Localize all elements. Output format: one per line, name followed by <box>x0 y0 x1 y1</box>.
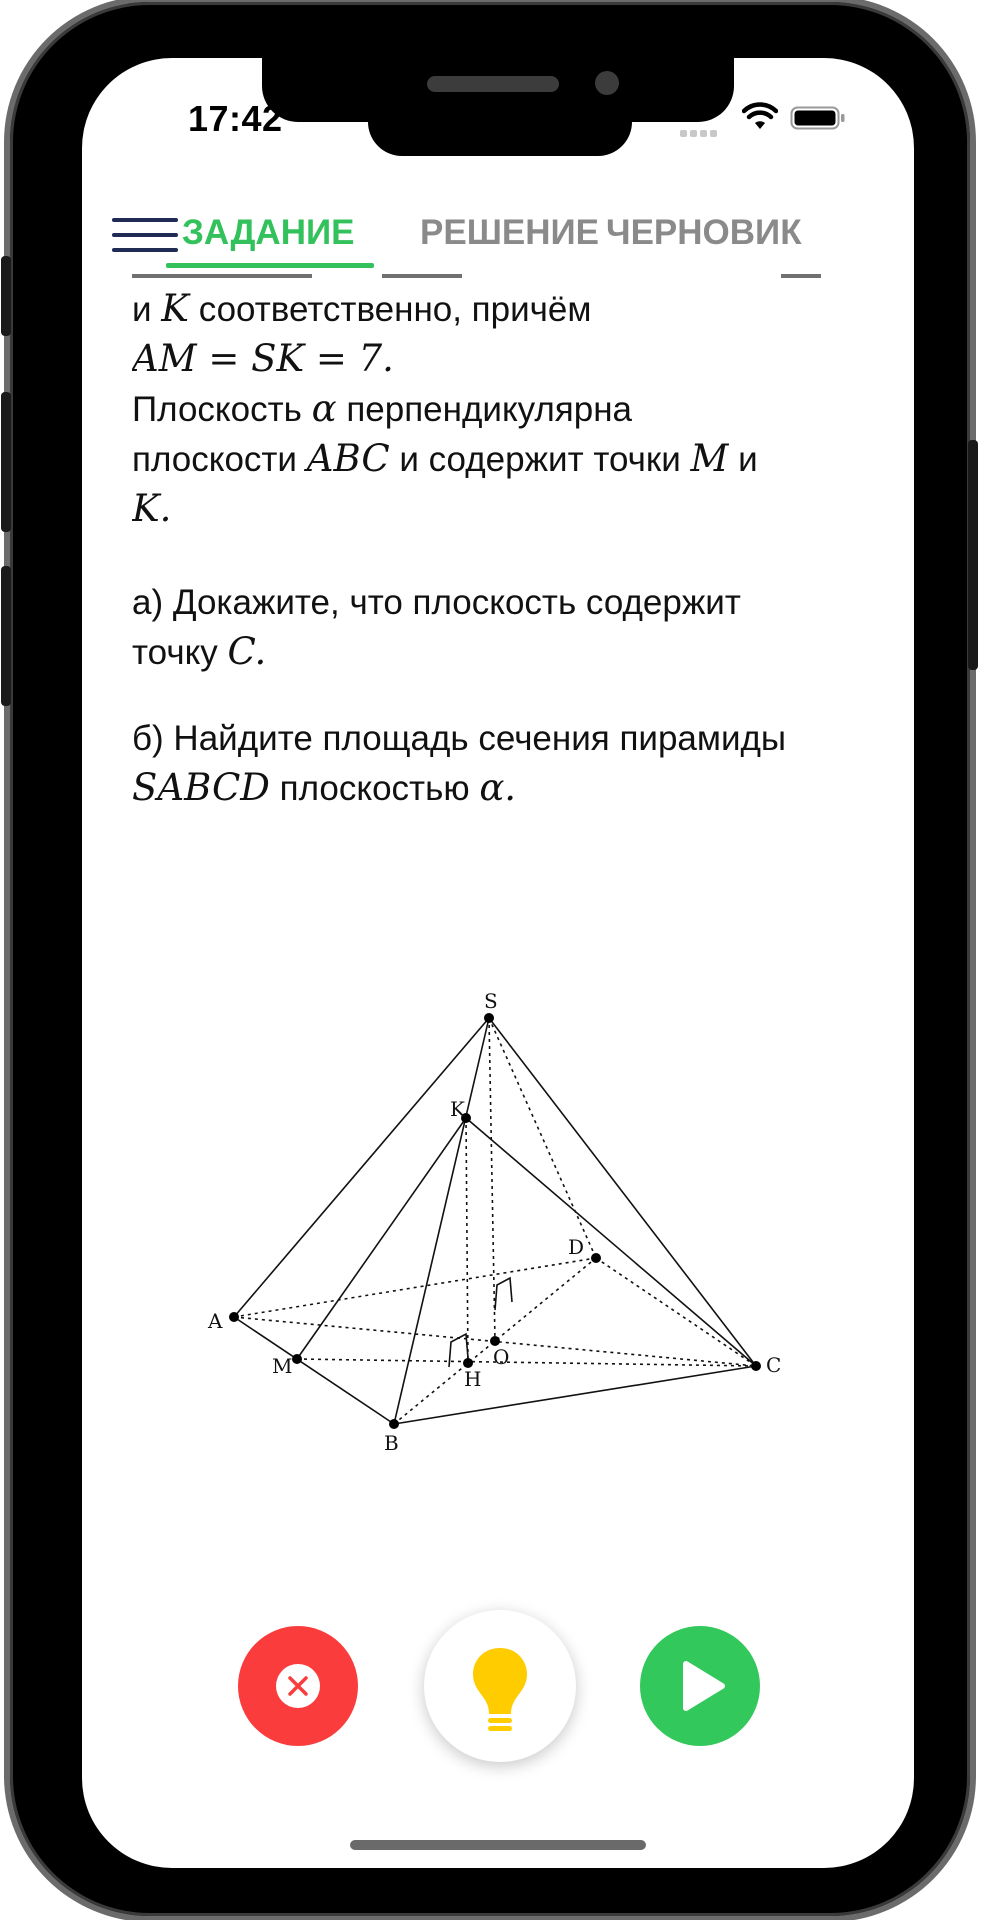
hint-button[interactable] <box>424 1610 576 1762</box>
power-button <box>968 440 978 670</box>
label-a: A <box>208 1309 223 1333</box>
text-line: Плоскость α перпендикулярна <box>132 387 633 430</box>
close-icon <box>238 1626 358 1746</box>
wifi-icon <box>742 102 778 132</box>
speaker-grille <box>427 76 559 92</box>
segment-mk <box>297 1118 466 1359</box>
edge-sb <box>394 1018 489 1424</box>
edge-ad <box>234 1258 596 1317</box>
part-b: б) Найдите площадь сечения пирамиды SABCD плоскостью α. <box>132 719 787 809</box>
point-a <box>229 1312 239 1322</box>
math-k-end: K. <box>132 487 172 530</box>
notch <box>262 58 734 122</box>
point-c <box>751 1361 761 1371</box>
tab-task[interactable]: ЗАДАНИЕ <box>182 213 355 252</box>
equation-am-sk: AM = SK = 7. <box>132 337 394 380</box>
notch-lower <box>368 118 632 156</box>
math-abc: ABC <box>306 437 390 480</box>
point-s <box>484 1013 494 1023</box>
tab-bar <box>182 204 914 264</box>
equation-line <box>132 334 872 384</box>
edge-ab <box>234 1317 394 1424</box>
text-line: плоскости ABC и содержит точки M и <box>132 437 758 480</box>
label-m: M <box>272 1354 293 1378</box>
label-c: C <box>766 1353 782 1377</box>
height-so <box>489 1018 495 1341</box>
wrong-answer-button[interactable] <box>238 1626 358 1746</box>
math-k: K <box>161 287 189 330</box>
active-tab-indicator <box>166 263 374 268</box>
edge-bc <box>394 1366 756 1424</box>
math-sabcd: SABCD <box>132 766 270 809</box>
edge-dc <box>596 1258 756 1366</box>
pyramid-diagram <box>162 992 842 1572</box>
label-h: H <box>464 1367 482 1391</box>
pyramid-svg <box>162 992 842 1572</box>
right-angle-o <box>495 1278 512 1310</box>
volume-down-button <box>1 566 11 706</box>
edge-sc <box>489 1018 756 1366</box>
clipped-previous-line <box>132 272 872 278</box>
phone-frame <box>10 2 970 1916</box>
label-d: D <box>568 1235 585 1259</box>
tab-solution[interactable]: РЕШЕНИЕ <box>420 213 599 252</box>
play-icon <box>640 1626 760 1746</box>
volume-up-button <box>1 392 11 532</box>
lightbulb-icon <box>424 1610 576 1762</box>
math-c: C. <box>227 630 267 673</box>
label-k: K <box>450 1097 465 1121</box>
problem-statement <box>132 284 872 534</box>
edge-sa <box>234 1018 489 1317</box>
math-alpha: α <box>311 387 337 430</box>
battery-icon <box>790 106 846 130</box>
edge-sd <box>489 1018 596 1258</box>
cellular-signal-icon <box>680 124 724 134</box>
tab-draft[interactable]: ЧЕРНОВИК <box>606 213 802 252</box>
label-b: B <box>384 1431 399 1455</box>
screen <box>82 58 914 1868</box>
math-m: M <box>690 437 729 480</box>
point-b <box>389 1419 399 1429</box>
segment-kh <box>466 1118 468 1363</box>
status-time: 17:42 <box>188 98 283 139</box>
front-camera <box>595 71 619 95</box>
text-line <box>132 484 872 534</box>
label-o: O <box>493 1345 510 1369</box>
home-indicator[interactable] <box>350 1840 646 1850</box>
next-button[interactable] <box>640 1626 760 1746</box>
part-a: а) Докажите, что плоскость содержит точку C. <box>132 583 741 673</box>
math-alpha-end: α. <box>479 766 517 809</box>
point-m <box>292 1354 302 1364</box>
mute-switch <box>1 256 11 336</box>
point-d <box>591 1253 601 1263</box>
label-s: S <box>484 992 498 1013</box>
hamburger-menu-icon[interactable] <box>112 218 178 258</box>
text-line: и K соответственно, причём <box>132 287 592 330</box>
